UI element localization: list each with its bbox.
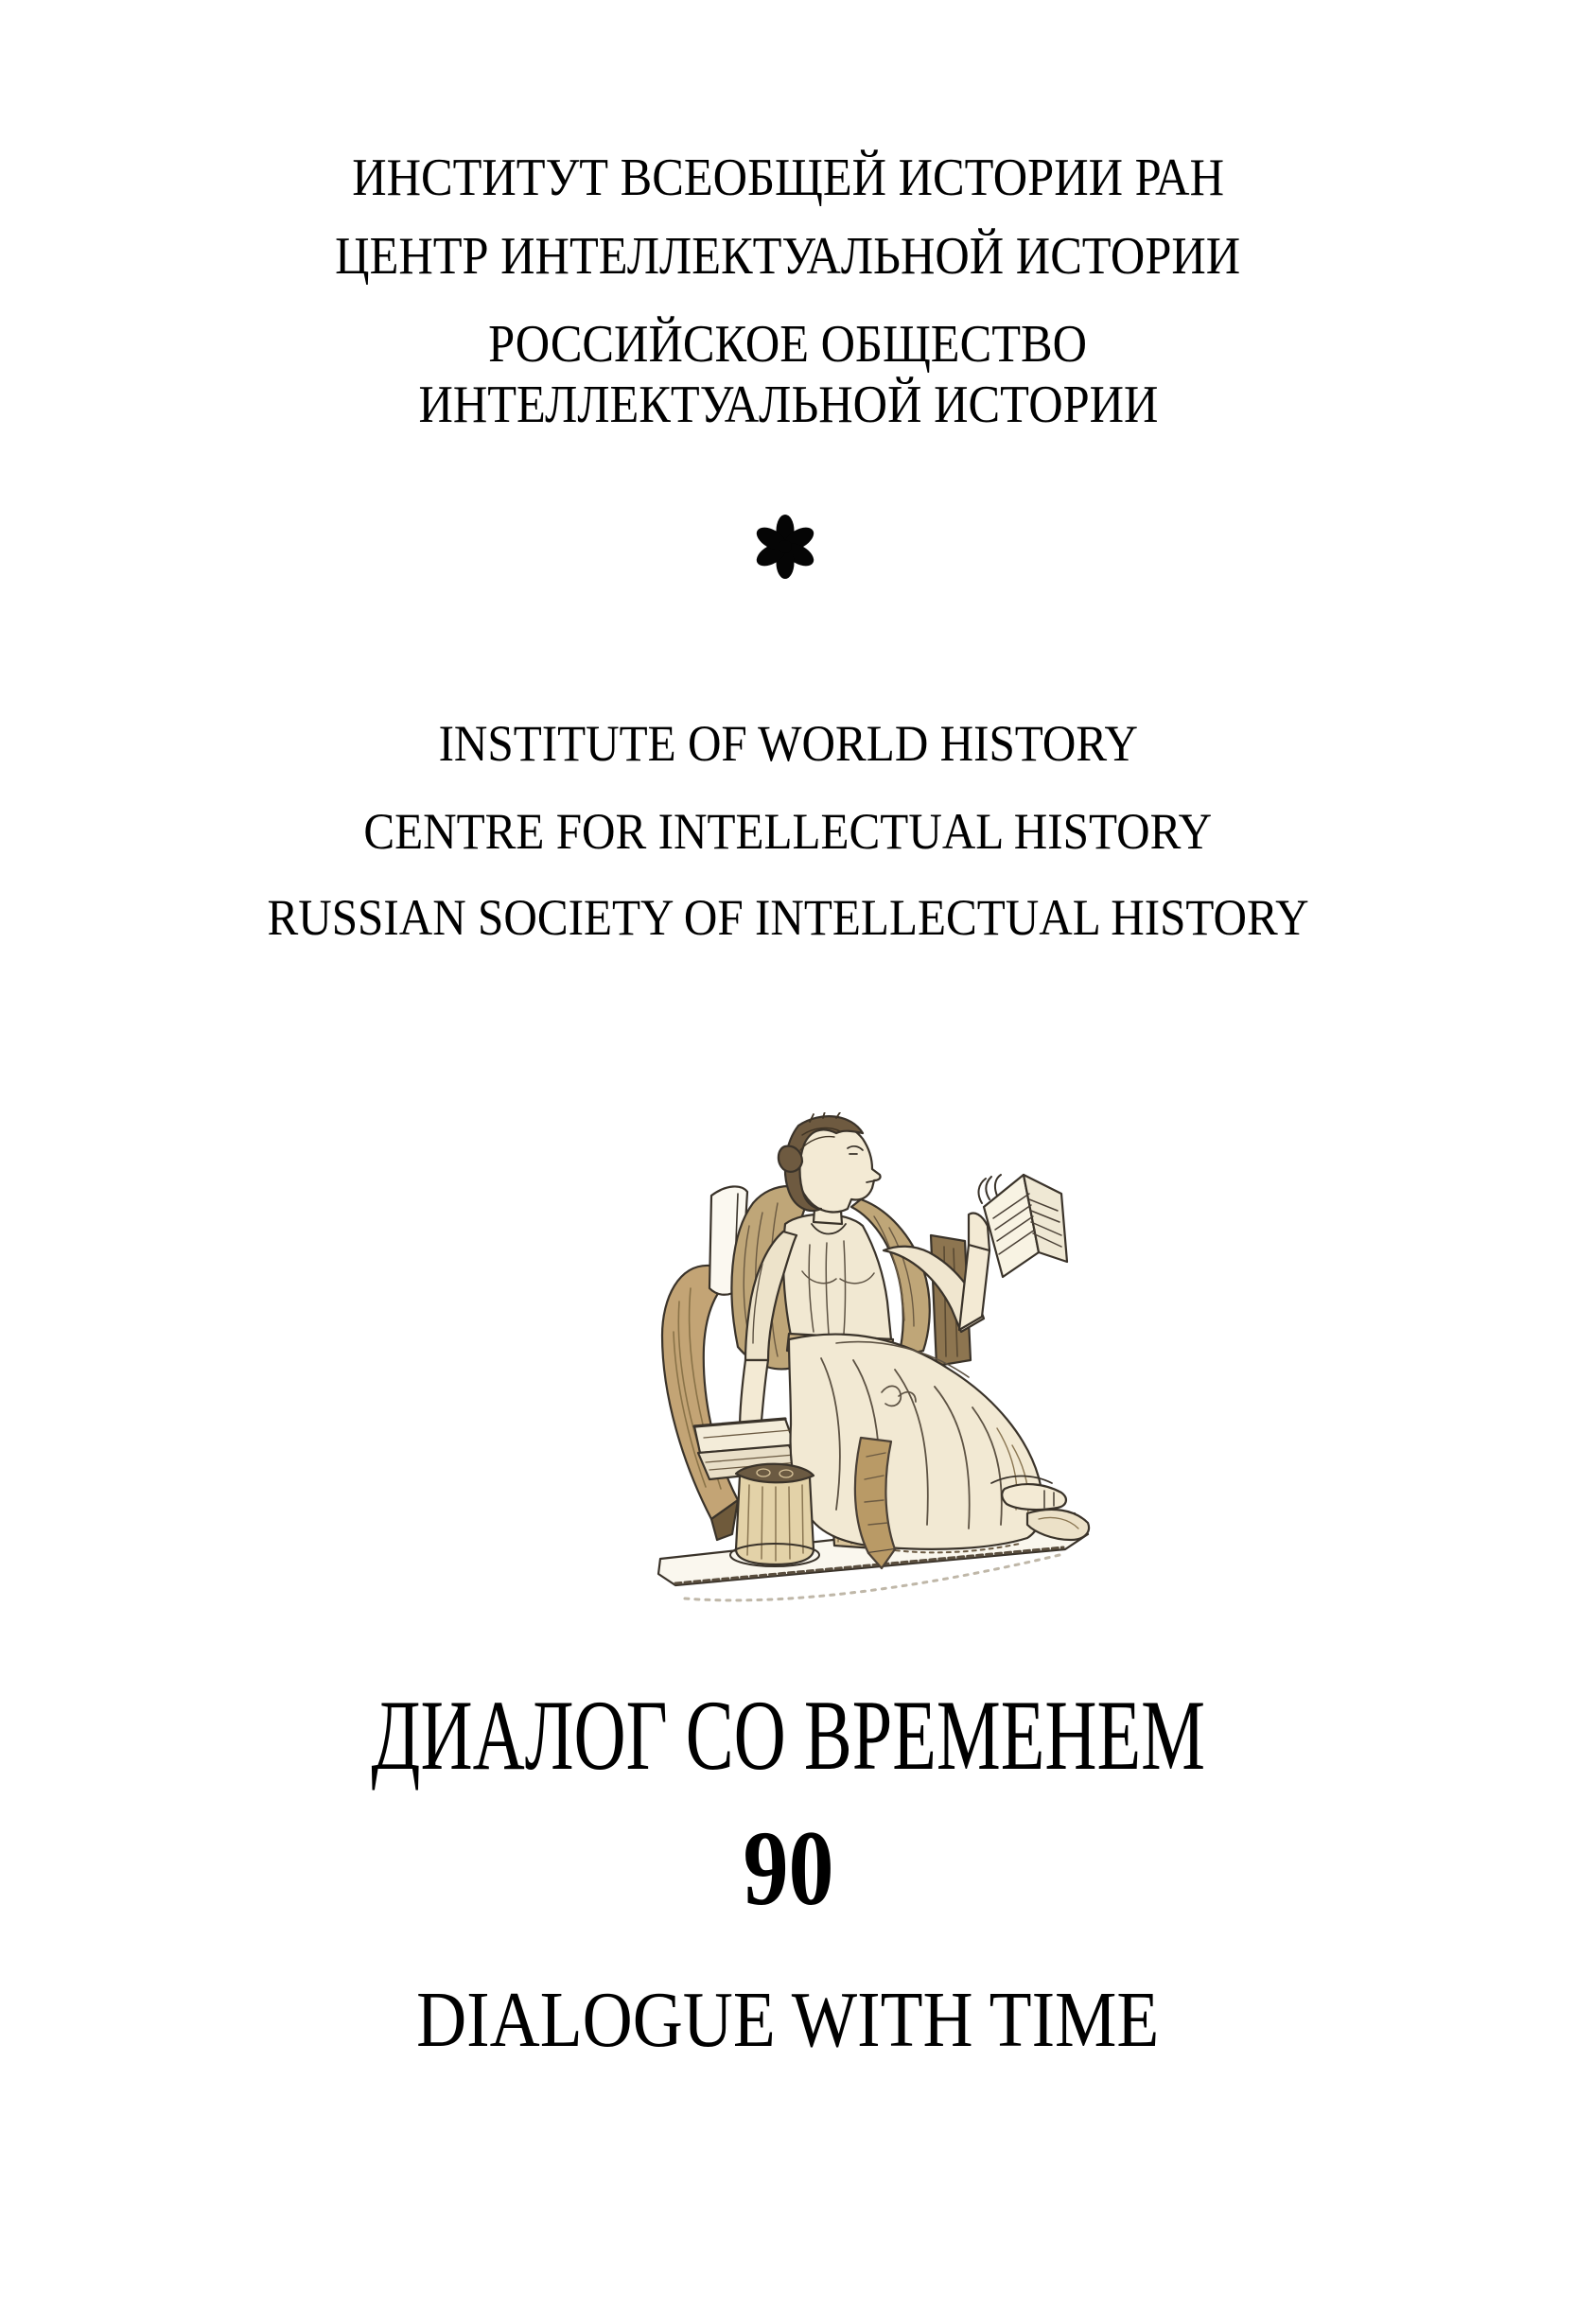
org-ru-line-1-text: ИНСТИТУТ ВСЕОБЩЕЙ ИСТОРИИ РАН	[352, 149, 1224, 207]
six-petal-asterisk-icon	[753, 513, 817, 581]
issue-number-text: 90	[742, 1809, 834, 1928]
org-ru-line-2	[0, 227, 1576, 286]
org-en-line-1	[0, 715, 1576, 772]
journal-title-ru-text: ДИАЛОГ СО ВРЕМЕНЕМ	[371, 1680, 1205, 1791]
org-ru-line-4-text: ИНТЕЛЛЕКТУАЛЬНОЙ ИСТОРИИ	[418, 376, 1158, 434]
clio-engraving	[651, 1112, 1105, 1623]
journal-title-en-text: DIALOGUE WITH TIME	[416, 1976, 1160, 2064]
org-ru-line-1	[0, 149, 1576, 207]
journal-title-ru	[0, 1680, 1576, 1791]
issue-number	[0, 1809, 1576, 1928]
org-ru-line-4	[0, 376, 1576, 434]
org-ru-line-3	[0, 315, 1576, 374]
org-en-line-2	[0, 803, 1576, 860]
journal-title-en	[0, 1976, 1576, 2064]
org-en-line-1-text: INSTITUTE OF WORLD HISTORY	[438, 715, 1138, 772]
org-en-line-2-text: CENTRE FOR INTELLECTUAL HISTORY	[363, 803, 1213, 860]
org-ru-line-2-text: ЦЕНТР ИНТЕЛЛЕКТУАЛЬНОЙ ИСТОРИИ	[335, 227, 1241, 286]
org-en-line-3-text: RUSSIAN SOCIETY OF INTELLECTUAL HISTORY	[267, 889, 1309, 946]
org-en-line-3	[0, 889, 1576, 946]
org-ru-line-3-text: РОССИЙСКОЕ ОБЩЕСТВО	[488, 315, 1088, 374]
